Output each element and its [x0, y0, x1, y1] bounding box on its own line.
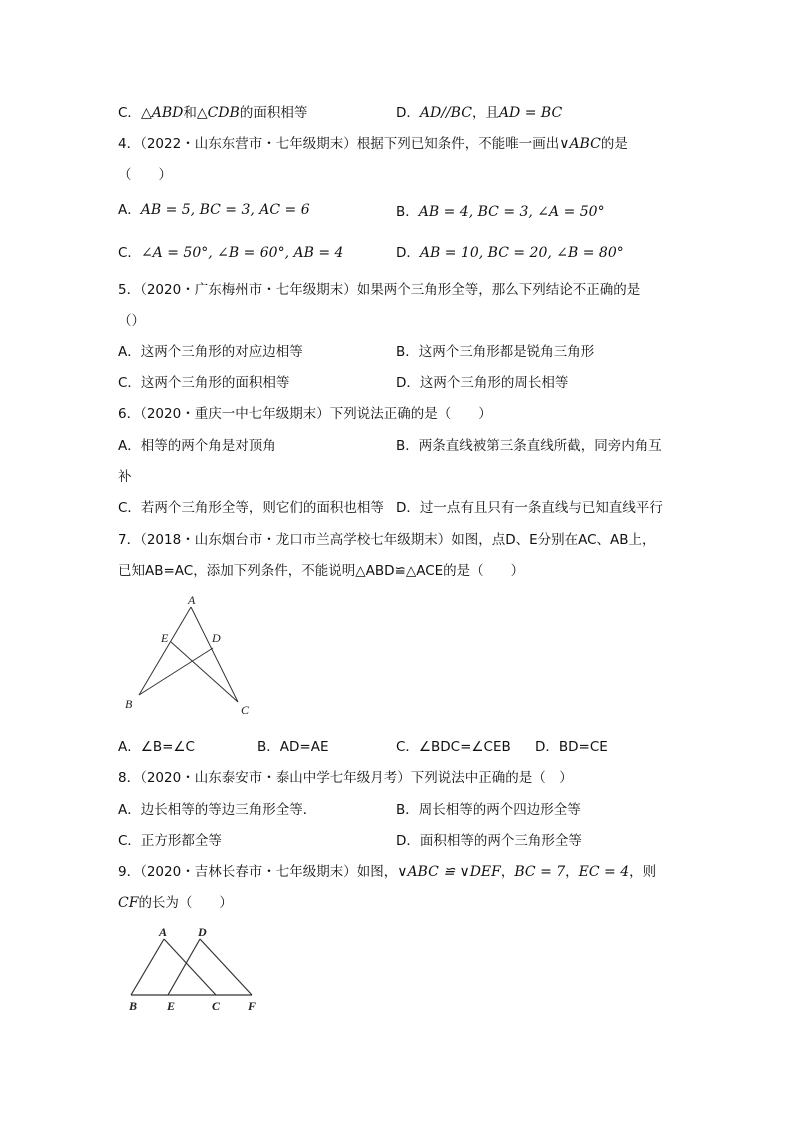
q6-stem: 6．（2020・重庆一中七年级期末）下列说法正确的是（ ） [118, 406, 492, 422]
q5-answer-paren: （） [118, 313, 145, 329]
q9-figure [118, 925, 268, 1020]
q9-stem: 9．（2020・吉林长春市・七年级期末）如图，∨ABC ≌ ∨DEF，BC = 7，EC = 4，则 [118, 864, 657, 880]
q7-option-b: B．AD=AE [257, 739, 329, 755]
q7-stem-line2: 已知AB=AC，添加下列条件，不能说明△ABD≌△ACE的是（ ） [118, 563, 525, 579]
q9-label-e: E [167, 999, 176, 1013]
q5-stem: 5．（2020・广东梅州市・七年级期末）如果两个三角形全等，那么下列结论不正确的是 [118, 282, 641, 298]
q7-option-c: C．∠BDC=∠CEB [396, 739, 511, 755]
q5-option-a: A．这两个三角形的对应边相等 [118, 344, 303, 360]
q7-label-c: C [241, 703, 250, 717]
q4-option-d: D．AB = 10, BC = 20, ∠B = 80° [396, 245, 624, 261]
q7-option-d: D．BD=CE [535, 739, 608, 755]
q9-stem-line2: CF的长为（ ） [118, 895, 233, 911]
q7-label-e: E [161, 631, 169, 645]
q7-label-b: B [125, 697, 133, 711]
q6-option-d: D．过一点有且只有一条直线与已知直线平行 [396, 500, 663, 516]
q8-option-a: A．边长相等的等边三角形全等． [118, 802, 317, 818]
q7-label-d: D [212, 631, 221, 645]
q6-option-a: A．相等的两个角是对顶角 [118, 438, 276, 454]
q9-label-f: F [248, 999, 257, 1013]
q7-option-a: A．∠B=∠C [118, 739, 195, 755]
q9-label-d: D [198, 925, 207, 939]
q4-option-a: A．AB = 5, BC = 3, AC = 6 [118, 202, 310, 218]
q8-option-c: C．正方形都全等 [118, 833, 222, 849]
q5-option-d: D．这两个三角形的周长相等 [396, 375, 569, 391]
q7-figure [118, 590, 268, 720]
q5-option-b: B．这两个三角形都是锐角三角形 [396, 344, 595, 360]
q9-label-b: B [129, 999, 138, 1013]
q8-option-b: B．周长相等的两个四边形全等 [396, 802, 581, 818]
q3-option-c: C．△ABD和△CDB的面积相等 [118, 105, 308, 121]
q8-stem: 8．（2020・山东泰安市・泰山中学七年级月考）下列说法中正确的是（ ） [118, 770, 573, 786]
q9-label-a: A [159, 925, 168, 939]
q9-label-c: C [212, 999, 221, 1013]
q6-option-c: C．若两个三角形全等，则它们的面积也相等 [118, 500, 384, 516]
q6-option-b-continued: 补 [118, 469, 132, 485]
q7-label-a: A [188, 593, 196, 607]
q3-option-d: D．AD//BC，且AD = BC [396, 105, 563, 121]
q4-option-c: C．∠A = 50°, ∠B = 60°, AB = 4 [118, 245, 344, 261]
q4-answer-paren: （ ） [118, 167, 172, 183]
q4-stem: 4．（2022・山东东营市・七年级期末）根据下列已知条件，不能唯一画出∨ABC的是 [118, 136, 628, 152]
q7-stem: 7．（2018・山东烟台市・龙口市兰高学校七年级期末）如图，点D、E分别在AC、AB上， [118, 532, 656, 548]
q6-option-b: B．两条直线被第三条直线所截，同旁内角互 [396, 438, 662, 454]
q4-option-b: B．AB = 4, BC = 3, ∠A = 50° [396, 204, 605, 220]
q8-option-d: D．面积相等的两个三角形全等 [396, 833, 582, 849]
q5-option-c: C．这两个三角形的面积相等 [118, 375, 290, 391]
